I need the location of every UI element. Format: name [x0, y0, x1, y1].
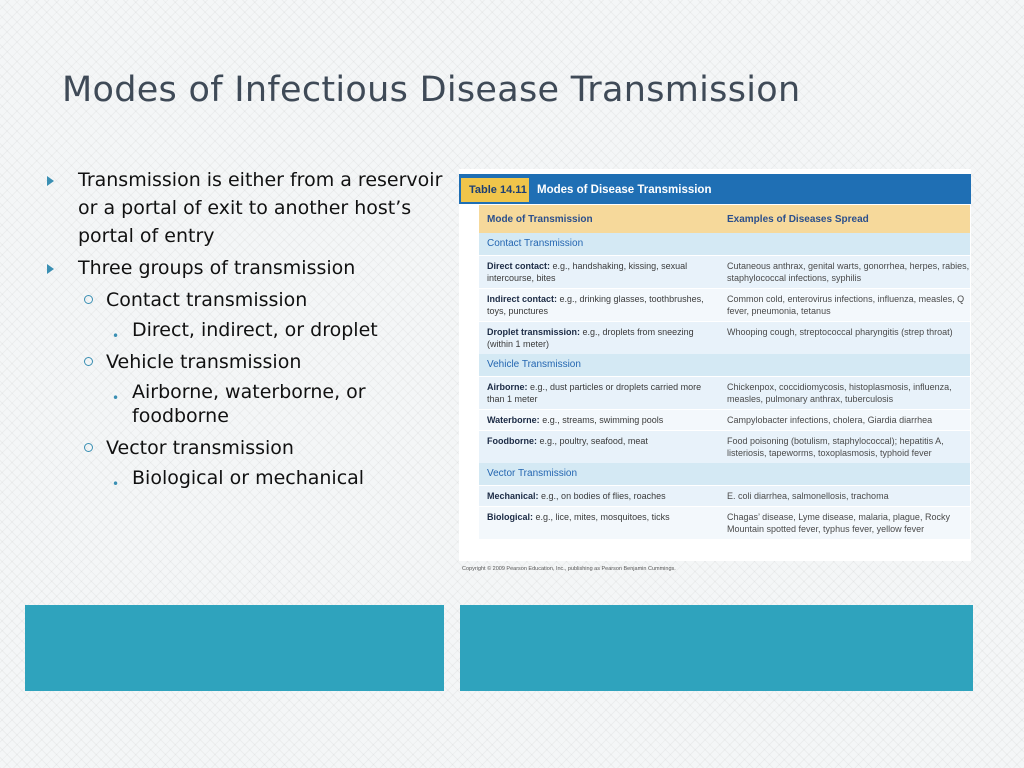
- table-row: [479, 506, 970, 539]
- mode-description: e.g., handshaking, kissing, sexual intercourse, bites: [487, 261, 688, 283]
- sub-sub-bullet-item: [40, 318, 450, 342]
- table-row: [479, 255, 970, 288]
- footer-panel-right: [460, 605, 973, 691]
- triangle-bullet-icon: [47, 264, 54, 274]
- sub-sub-bullet-text: Biological or mechanical: [132, 467, 365, 489]
- sub-sub-bullet-item: [40, 380, 450, 428]
- mode-label: Mechanical:: [487, 491, 539, 501]
- bullet-item: [40, 166, 450, 250]
- mode-description: e.g., streams, swimming pools: [542, 415, 664, 425]
- table-section-header: Contact Transmission: [479, 233, 970, 255]
- mode-label: Direct contact:: [487, 261, 551, 271]
- mode-label: Droplet transmission:: [487, 327, 581, 337]
- mode-label: Foodborne:: [487, 436, 537, 446]
- mode-label: Airborne:: [487, 382, 528, 392]
- bullet-text: Transmission is either from a reservoir or a portal of exit to another host’s portal of entry: [78, 169, 443, 247]
- mode-cell: [479, 293, 721, 317]
- mode-label: Biological:: [487, 512, 534, 522]
- disease-transmission-table: [459, 169, 971, 561]
- mode-cell: [479, 260, 721, 284]
- circle-bullet-icon: [84, 443, 93, 452]
- sub-bullet-item: [40, 434, 450, 462]
- table-row: [479, 376, 970, 409]
- mode-cell: [479, 490, 721, 502]
- table-row: [479, 409, 970, 430]
- dot-bullet-icon: •: [112, 329, 120, 343]
- mode-description: e.g., dust particles or droplets carried more than 1 meter: [487, 382, 702, 404]
- diseases-cell: Common cold, enterovirus infections, influenza, measles, Q fever, pneumonia, tetanus: [727, 294, 965, 316]
- table-section-header: Vehicle Transmission: [479, 354, 970, 376]
- table-heading: Modes of Disease Transmission: [537, 184, 712, 196]
- table-row: [479, 430, 970, 463]
- mode-cell: [479, 435, 721, 459]
- mode-label: Indirect contact:: [487, 294, 558, 304]
- sub-sub-bullet-item: [40, 466, 450, 490]
- diseases-cell: Cutaneous anthrax, genital warts, gonorrhea, herpes, rabies, staphylococcal infections, syphilis: [727, 261, 970, 283]
- circle-bullet-icon: [84, 295, 93, 304]
- mode-description: e.g., droplets from sneezing (within 1 meter): [487, 327, 694, 349]
- circle-bullet-icon: [84, 357, 93, 366]
- bullet-item: [40, 254, 450, 282]
- slide-title: Modes of Infectious Disease Transmission: [62, 70, 801, 110]
- mode-description: e.g., on bodies of flies, roaches: [541, 491, 666, 501]
- sub-bullet-item: [40, 348, 450, 376]
- sub-bullet-text: Vehicle transmission: [106, 351, 302, 373]
- diseases-cell: E. coli diarrhea, salmonellosis, trachoma: [727, 491, 889, 501]
- table-number: Table 14.11: [461, 178, 529, 202]
- table-row: [479, 485, 970, 506]
- mode-description: e.g., lice, mites, mosquitoes, ticks: [535, 512, 670, 522]
- column-header-examples: Examples of Diseases Spread: [727, 213, 869, 225]
- table-body: [479, 205, 970, 561]
- table-header-row: [479, 205, 970, 233]
- mode-label: Waterborne:: [487, 415, 540, 425]
- footer-panel-left: [25, 605, 444, 691]
- bullet-list: [40, 166, 450, 496]
- diseases-cell: Chickenpox, coccidiomycosis, histoplasmosis, influenza, measles, pulmonary anthrax, tuberculosis: [727, 382, 952, 404]
- mode-cell: [479, 511, 721, 535]
- column-header-mode: Mode of Transmission: [487, 213, 593, 225]
- mode-cell: [479, 326, 721, 350]
- bullet-text: Three groups of transmission: [78, 257, 356, 279]
- mode-cell: [479, 414, 721, 426]
- diseases-cell: Campylobacter infections, cholera, Giardia diarrhea: [727, 415, 933, 425]
- copyright-note: Copyright © 2009 Pearson Education, Inc., publishing as Pearson Benjamin Cummings.: [462, 566, 676, 572]
- table-row: [479, 321, 970, 354]
- mode-description: e.g., poultry, seafood, meat: [539, 436, 648, 446]
- dot-bullet-icon: •: [112, 391, 120, 405]
- diseases-cell: Chagas’ disease, Lyme disease, malaria, plague, Rocky Mountain spotted fever, typhus fever, yellow fever: [727, 512, 950, 534]
- dot-bullet-icon: •: [112, 477, 120, 491]
- table-title-bar: [459, 174, 971, 204]
- sub-sub-bullet-text: Direct, indirect, or droplet: [132, 319, 378, 341]
- table-section-header: Vector Transmission: [479, 463, 970, 485]
- sub-bullet-text: Contact transmission: [106, 289, 308, 311]
- diseases-cell: Whooping cough, streptococcal pharyngitis (strep throat): [727, 327, 953, 337]
- sub-bullet-text: Vector transmission: [106, 437, 294, 459]
- table-sections: [479, 233, 970, 539]
- diseases-cell: Food poisoning (botulism, staphylococcal); hepatitis A, listeriosis, tapeworms, toxoplasmosis, typhoid fever: [727, 436, 944, 458]
- mode-description: e.g., drinking glasses, toothbrushes, toys, punctures: [487, 294, 704, 316]
- mode-cell: [479, 381, 721, 405]
- sub-sub-bullet-text: Airborne, waterborne, or foodborne: [132, 381, 366, 427]
- sub-bullet-item: [40, 286, 450, 314]
- triangle-bullet-icon: [47, 176, 54, 186]
- table-row: [479, 288, 970, 321]
